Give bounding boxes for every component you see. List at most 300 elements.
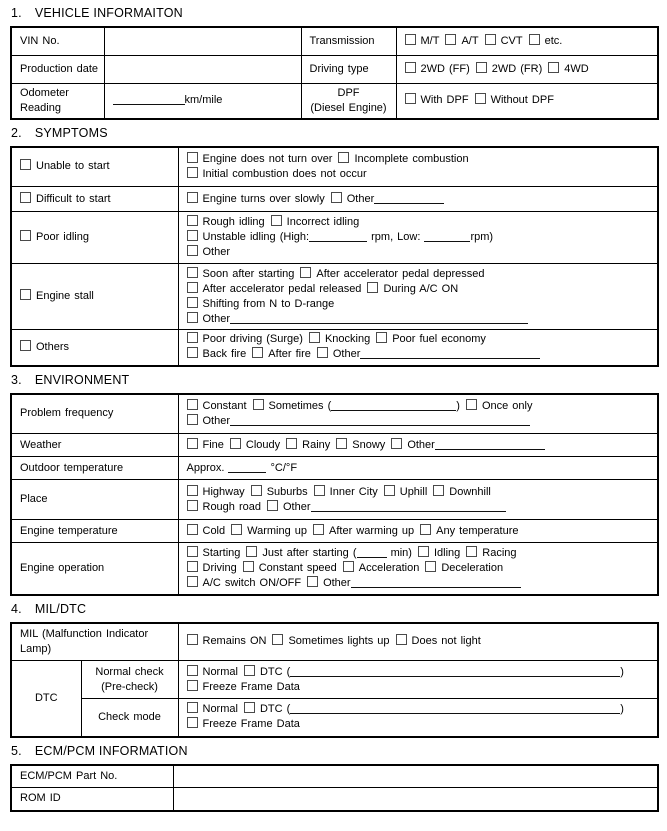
checkbox-icon[interactable] — [336, 438, 347, 449]
table-row — [11, 394, 658, 434]
fill-in-line[interactable] — [230, 414, 530, 426]
label-text: After warming up — [329, 524, 415, 537]
checkbox-icon[interactable] — [317, 347, 328, 358]
label-text: Outdoor temperature — [20, 461, 124, 474]
checkbox-icon[interactable] — [187, 561, 198, 572]
label-text: VIN No. — [20, 34, 60, 47]
form-line — [187, 192, 650, 207]
label-text: M/T — [420, 34, 440, 47]
form-line — [310, 86, 388, 101]
table-row — [11, 765, 658, 788]
label-text: Freeze Frame Data — [202, 680, 300, 693]
label-text: Uphill — [399, 485, 428, 498]
section-heading-ecm-pcm-information — [11, 744, 657, 759]
form-line — [310, 62, 388, 77]
checkbox-icon[interactable] — [20, 159, 31, 170]
checkbox-icon[interactable] — [20, 340, 31, 351]
mil-options — [178, 623, 658, 661]
outdoor-temperature-options — [178, 457, 658, 480]
label-text: (Diesel Engine) — [310, 101, 387, 114]
label-text: Sometimes ( — [268, 399, 332, 412]
checkbox-icon[interactable] — [405, 93, 416, 104]
form-line — [90, 680, 170, 695]
checkbox-icon[interactable] — [418, 546, 429, 557]
table-row — [11, 480, 658, 520]
form-line — [20, 192, 170, 207]
fill-in-line[interactable] — [357, 546, 387, 558]
form-line — [20, 340, 170, 355]
checkbox-icon[interactable] — [433, 485, 444, 496]
checkbox-icon[interactable] — [445, 34, 456, 45]
checkbox-icon[interactable] — [476, 62, 487, 73]
checkbox-icon[interactable] — [187, 282, 198, 293]
checkbox-icon[interactable] — [187, 717, 198, 728]
checkbox-icon[interactable] — [252, 347, 263, 358]
form-line — [187, 546, 650, 561]
checkbox-icon[interactable] — [314, 485, 325, 496]
form-line — [187, 680, 650, 695]
section-number: 4. — [11, 601, 22, 616]
checkbox-icon[interactable] — [187, 332, 198, 343]
table-row — [11, 330, 658, 366]
label-text: Starting — [202, 546, 241, 559]
label-text: Knocking — [324, 333, 371, 346]
place-options — [178, 480, 658, 520]
checkbox-icon[interactable] — [529, 34, 540, 45]
fill-in-line[interactable] — [290, 665, 620, 677]
label-text: Freeze Frame Data — [202, 718, 300, 731]
checkbox-icon[interactable] — [396, 634, 407, 645]
form-line — [187, 717, 650, 732]
form-line — [187, 399, 650, 414]
section-heading-vehicle-information — [11, 6, 657, 21]
checkbox-icon[interactable] — [286, 438, 297, 449]
checkbox-icon[interactable] — [405, 62, 416, 73]
label-text: After fire — [268, 348, 311, 361]
outdoor-temperature-label — [11, 457, 178, 480]
label-text: min) — [386, 546, 412, 559]
table-row — [11, 520, 658, 543]
table-row — [11, 543, 658, 595]
table-row — [11, 187, 658, 212]
form-line — [20, 159, 170, 174]
checkbox-icon[interactable] — [376, 332, 387, 343]
form-line — [20, 524, 170, 539]
label-text: Driving — [202, 561, 237, 574]
checkbox-icon[interactable] — [187, 399, 198, 410]
label-text: Initial combustion does not occur — [202, 167, 367, 180]
form-line — [187, 312, 650, 327]
form-line — [20, 461, 170, 476]
checkbox-icon[interactable] — [466, 546, 477, 557]
label-text: Other — [283, 500, 311, 513]
table-environment — [10, 393, 659, 596]
table-row — [11, 788, 658, 811]
label-text: ROM ID — [20, 792, 61, 805]
checkbox-icon[interactable] — [187, 192, 198, 203]
label-text: 4WD — [564, 62, 589, 75]
checkbox-icon[interactable] — [187, 267, 198, 278]
checkbox-icon[interactable] — [253, 399, 264, 410]
dpf-label — [301, 83, 396, 119]
form-line — [405, 34, 650, 49]
engine-stall-label — [11, 264, 178, 330]
table-mil-dtc — [10, 622, 659, 738]
label-text: Poor fuel economy — [392, 333, 486, 346]
form-line — [187, 461, 650, 476]
label-text: Weather — [20, 438, 62, 451]
fill-in-line[interactable] — [331, 399, 456, 411]
section-title: SYMPTOMS — [34, 125, 108, 140]
form-line — [187, 167, 650, 182]
label-text: DTC ( — [259, 665, 291, 678]
table-vehicle-information — [10, 26, 659, 120]
label-text: Idling — [433, 546, 461, 559]
section-heading-mil-dtc — [11, 602, 657, 617]
label-text: Other — [346, 192, 375, 205]
mil-label — [11, 623, 178, 661]
section-number: 5. — [11, 743, 22, 758]
checkbox-icon[interactable] — [187, 312, 198, 323]
table-row — [11, 83, 658, 119]
label-text: Cloudy — [245, 438, 281, 451]
checkbox-icon[interactable] — [475, 93, 486, 104]
checkbox-icon[interactable] — [20, 230, 31, 241]
label-text: Engine turns over slowly — [202, 192, 325, 205]
label-text: Once only — [481, 399, 533, 412]
checkbox-icon[interactable] — [343, 561, 354, 572]
checkbox-icon[interactable] — [187, 152, 198, 163]
rom-id-label — [11, 788, 173, 811]
label-text: 2WD (FF) — [420, 62, 470, 75]
checkbox-icon[interactable] — [187, 215, 198, 226]
label-text: Constant speed — [258, 561, 337, 574]
table-row — [11, 264, 658, 330]
section-number: 1. — [11, 6, 22, 20]
checkbox-icon[interactable] — [485, 34, 496, 45]
fill-in-line[interactable] — [311, 500, 506, 512]
form-line — [187, 634, 650, 649]
checkbox-icon[interactable] — [420, 524, 431, 535]
label-text: Fine — [202, 438, 224, 451]
vehicle-diagnostic-form — [10, 6, 657, 812]
label-text: Deceleration — [441, 561, 504, 574]
fill-in-line[interactable] — [230, 312, 528, 324]
label-text: Inner City — [329, 485, 378, 498]
label-text: km/mile — [184, 94, 223, 106]
section-title: ECM/PCM INFORMATION — [34, 743, 188, 758]
label-text: Poor idling — [36, 231, 89, 243]
table-symptoms — [10, 146, 659, 367]
fill-in-line[interactable] — [228, 461, 266, 473]
checkbox-icon[interactable] — [231, 524, 242, 535]
label-text: Normal — [202, 703, 238, 716]
checkbox-icon[interactable] — [548, 62, 559, 73]
label-text: Snowy — [352, 438, 386, 451]
label-text: Difficult to start — [36, 192, 111, 205]
checkbox-icon[interactable] — [243, 561, 254, 572]
checkbox-icon[interactable] — [187, 665, 198, 676]
form-line — [187, 267, 650, 282]
form-line — [20, 791, 165, 806]
checkbox-icon[interactable] — [187, 702, 198, 713]
checkbox-icon[interactable] — [187, 230, 198, 241]
fill-in-line[interactable] — [360, 347, 540, 359]
label-text: Engine operation — [20, 561, 105, 574]
fill-in-line[interactable] — [351, 576, 521, 588]
form-line — [187, 438, 650, 453]
label-text: Soon after starting — [202, 267, 295, 280]
fill-in-line[interactable] — [374, 192, 444, 204]
driving-type-options — [396, 55, 658, 83]
label-text: Incomplete combustion — [354, 152, 469, 165]
fill-in-line[interactable] — [290, 702, 620, 714]
form-line — [90, 710, 170, 725]
checkbox-icon[interactable] — [425, 561, 436, 572]
label-text: During A/C ON — [383, 282, 459, 295]
section-heading-environment — [11, 373, 657, 388]
check-mode-options — [178, 699, 658, 737]
checkbox-icon[interactable] — [271, 215, 282, 226]
form-line — [113, 93, 293, 108]
poor-idling-label — [11, 212, 178, 264]
checkbox-icon[interactable] — [187, 546, 198, 557]
form-line — [187, 500, 650, 515]
label-text: °C/°F — [266, 461, 298, 474]
label-text: A/T — [461, 34, 479, 47]
checkbox-icon[interactable] — [244, 665, 255, 676]
dtc-label — [11, 661, 81, 737]
checkbox-icon[interactable] — [187, 438, 198, 449]
label-text: Other — [332, 348, 361, 361]
transmission-label — [301, 27, 396, 55]
label-text: Production date — [20, 62, 99, 75]
label-text: Lamp) — [20, 642, 52, 655]
checkbox-icon[interactable] — [313, 524, 324, 535]
checkbox-icon[interactable] — [331, 192, 342, 203]
checkbox-icon[interactable] — [187, 167, 198, 178]
form-line — [187, 332, 650, 347]
engine-stall-options — [178, 264, 658, 330]
label-text: ) — [620, 703, 624, 716]
table-row — [11, 55, 658, 83]
checkbox-icon[interactable] — [187, 485, 198, 496]
label-text: A/C switch ON/OFF — [202, 576, 302, 589]
label-text: Place — [20, 493, 48, 505]
checkbox-icon[interactable] — [187, 576, 198, 587]
label-text: Others — [36, 340, 70, 353]
label-text: Racing — [482, 546, 517, 559]
unable-to-start-label — [11, 147, 178, 187]
form-line — [20, 406, 170, 421]
checkbox-icon[interactable] — [187, 680, 198, 691]
section-number: 2. — [11, 125, 22, 140]
label-text: rpm, Low: — [367, 231, 425, 243]
odometer-reading-value[interactable] — [104, 83, 301, 119]
checkbox-icon[interactable] — [244, 702, 255, 713]
production-date-value[interactable] — [104, 55, 301, 83]
label-text: Reading — [20, 101, 61, 114]
label-text: Other — [407, 438, 435, 451]
label-text: (Pre-check) — [101, 680, 158, 693]
label-text: Just after starting ( — [262, 546, 357, 559]
form-line — [20, 34, 96, 49]
checkbox-icon[interactable] — [338, 152, 349, 163]
checkbox-icon[interactable] — [251, 485, 262, 496]
label-text: With DPF — [420, 94, 469, 106]
form-line — [405, 93, 650, 108]
form-line — [187, 297, 650, 312]
table-row — [11, 147, 658, 187]
section-title: ENVIRONMENT — [34, 372, 130, 387]
form-line — [20, 769, 165, 784]
label-text: Transmission — [309, 34, 375, 47]
unable-to-start-options — [178, 147, 658, 187]
label-text: Rainy — [302, 438, 331, 451]
label-text: Normal check — [95, 665, 164, 678]
engine-operation-label — [11, 543, 178, 595]
checkbox-icon[interactable] — [384, 485, 395, 496]
checkbox-icon[interactable] — [187, 524, 198, 535]
form-line — [187, 485, 650, 500]
form-line — [20, 691, 73, 706]
production-date-label — [11, 55, 104, 83]
label-text: DPF — [337, 86, 360, 99]
section-title: MIL/DTC — [34, 601, 87, 616]
form-line — [20, 289, 170, 304]
checkbox-icon[interactable] — [187, 500, 198, 511]
label-text: Other — [202, 414, 231, 427]
checkbox-icon[interactable] — [267, 500, 278, 511]
fill-in-line[interactable] — [113, 93, 185, 105]
form-line — [187, 665, 650, 680]
form-line — [310, 34, 388, 49]
checkbox-icon[interactable] — [300, 267, 311, 278]
checkbox-icon[interactable] — [466, 399, 477, 410]
form-line — [187, 282, 650, 297]
section-number: 3. — [11, 372, 22, 387]
checkbox-icon[interactable] — [187, 414, 198, 425]
checkbox-icon[interactable] — [187, 347, 198, 358]
form-line — [187, 152, 650, 167]
checkbox-icon[interactable] — [391, 438, 402, 449]
form-line — [187, 230, 650, 245]
label-text: 2WD (FR) — [491, 62, 543, 75]
label-text: Driving type — [309, 62, 369, 75]
checkbox-icon[interactable] — [309, 332, 320, 343]
check-mode-label — [81, 699, 178, 737]
label-text: Incorrect idling — [286, 216, 360, 228]
checkbox-icon[interactable] — [20, 192, 31, 203]
table-row — [11, 457, 658, 480]
label-text: Other — [202, 246, 231, 258]
label-text: Poor driving (Surge) — [202, 333, 303, 346]
weather-options — [178, 434, 658, 457]
form-line — [20, 230, 170, 245]
form-line — [310, 101, 388, 116]
label-text: Shifting from N to D-range — [202, 297, 335, 310]
label-text: ) — [620, 665, 624, 678]
label-text: After accelerator pedal depressed — [316, 267, 485, 280]
fill-in-line[interactable] — [309, 230, 367, 242]
label-text: Problem frequency — [20, 407, 114, 420]
label-text: Engine stall — [36, 290, 94, 302]
label-text: Highway — [202, 485, 245, 498]
label-text: Downhill — [449, 485, 491, 498]
label-text: Without DPF — [490, 94, 554, 106]
engine-temperature-label — [11, 520, 178, 543]
fill-in-line[interactable] — [435, 438, 545, 450]
form-line — [187, 576, 650, 591]
label-text: Unable to start — [36, 160, 110, 173]
form-line — [20, 438, 170, 453]
engine-temperature-options — [178, 520, 658, 543]
label-text: rpm) — [470, 231, 494, 243]
label-text: Unstable idling (High: — [202, 231, 310, 243]
checkbox-icon[interactable] — [307, 576, 318, 587]
form-line — [187, 215, 650, 230]
form-line — [187, 245, 650, 260]
checkbox-icon[interactable] — [230, 438, 241, 449]
form-line — [187, 524, 650, 539]
label-text: Suburbs — [266, 485, 308, 498]
checkbox-icon[interactable] — [272, 634, 283, 645]
table-row — [11, 434, 658, 457]
label-text: Engine does not turn over — [202, 152, 333, 165]
label-text: Rough idling — [202, 216, 265, 228]
label-text: Check mode — [98, 710, 161, 723]
fill-in-line[interactable] — [424, 230, 470, 242]
form-line — [90, 665, 170, 680]
label-text: Does not light — [411, 635, 481, 648]
label-text: Cold — [202, 524, 226, 537]
label-text: Engine temperature — [20, 524, 118, 537]
driving-type-label — [301, 55, 396, 83]
table-row — [11, 623, 658, 661]
form-line — [187, 414, 650, 429]
form-line — [20, 561, 170, 576]
checkbox-icon[interactable] — [187, 245, 198, 256]
table-row — [11, 699, 658, 737]
poor-idling-options — [178, 212, 658, 264]
checkbox-icon[interactable] — [20, 289, 31, 300]
checkbox-icon[interactable] — [246, 546, 257, 557]
label-text: etc. — [544, 34, 563, 47]
others-label — [11, 330, 178, 366]
ecm-pcm-part-no-value[interactable] — [173, 765, 658, 788]
form-line — [20, 101, 96, 116]
label-text: Acceleration — [358, 561, 420, 574]
checkbox-icon[interactable] — [367, 282, 378, 293]
checkbox-icon[interactable] — [187, 634, 198, 645]
label-text: Warming up — [247, 524, 308, 537]
label-text: Rough road — [202, 500, 261, 513]
label-text: Any temperature — [436, 524, 519, 537]
form-line — [20, 642, 170, 657]
label-text: ) — [456, 399, 460, 412]
checkbox-icon[interactable] — [405, 34, 416, 45]
table-ecm-pcm-information — [10, 764, 659, 812]
form-line — [187, 561, 650, 576]
label-text: Approx. — [186, 461, 229, 474]
engine-operation-options — [178, 543, 658, 595]
vin-no-value[interactable] — [104, 27, 301, 55]
transmission-options — [396, 27, 658, 55]
problem-frequency-label — [11, 394, 178, 434]
label-text: Constant — [202, 399, 247, 412]
checkbox-icon[interactable] — [187, 297, 198, 308]
rom-id-value[interactable] — [173, 788, 658, 811]
